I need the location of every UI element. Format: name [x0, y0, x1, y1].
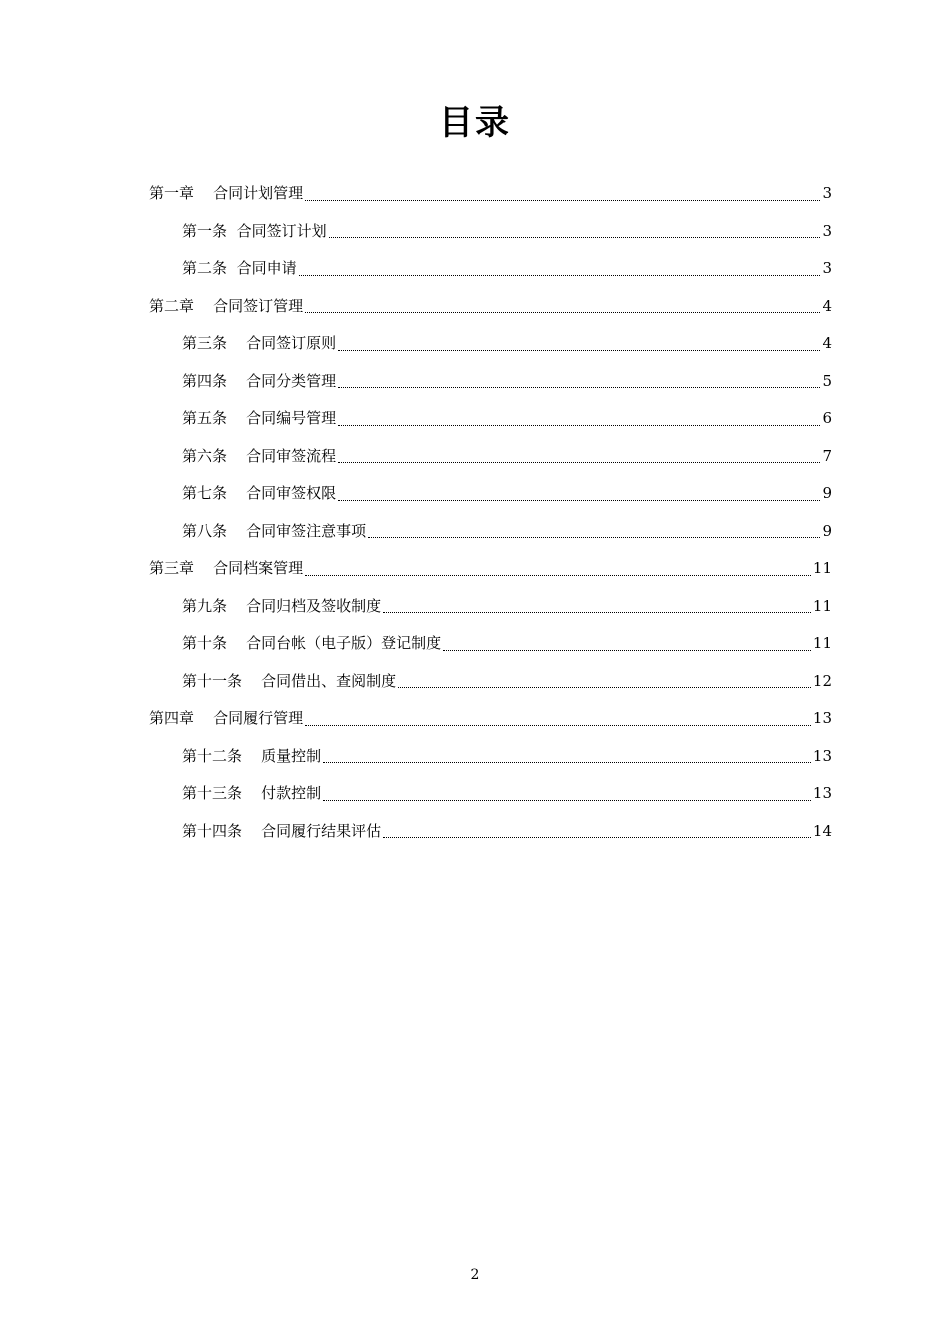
toc-entry-text: 合同审签注意事项 [246, 521, 367, 540]
toc-entry[interactable] [149, 625, 832, 663]
toc-entry-text: 合同编号管理 [246, 409, 337, 427]
toc-entry-page: 5 [822, 371, 832, 390]
toc-entry-page: 13 [812, 746, 832, 765]
toc-entry-label: 第七条 [182, 484, 228, 502]
toc-entry[interactable] [149, 775, 832, 813]
dot-leader [329, 236, 821, 238]
dot-leader [398, 686, 811, 688]
toc-entry[interactable] [149, 813, 832, 851]
toc-entry-label: 第十二条 [182, 746, 243, 765]
toc-entry[interactable] [149, 513, 832, 551]
toc-entry-page: 14 [812, 821, 832, 840]
dot-leader [338, 386, 820, 388]
toc-entry-page: 11 [812, 559, 832, 577]
table-of-contents [149, 175, 832, 850]
toc-entry-page: 9 [822, 484, 832, 502]
toc-entry-page: 11 [812, 596, 832, 615]
toc-entry-label: 第十一条 [182, 671, 243, 690]
dot-leader [323, 761, 811, 763]
toc-entry[interactable] [149, 175, 832, 213]
toc-entry-label: 第五条 [182, 409, 228, 427]
toc-entry[interactable] [149, 475, 832, 513]
toc-entry-page: 3 [822, 259, 832, 277]
toc-entry-text: 合同分类管理 [246, 371, 337, 390]
toc-entry[interactable] [149, 588, 832, 626]
dot-leader [305, 311, 820, 313]
toc-entry-text: 合同档案管理 [213, 559, 304, 577]
toc-entry-text: 合同台帐（电子版）登记制度 [246, 634, 442, 652]
toc-entry-label: 第四章 [149, 709, 195, 727]
toc-entry-label: 第八条 [182, 521, 228, 540]
toc-entry-page: 6 [822, 409, 832, 427]
toc-entry[interactable] [149, 288, 832, 326]
toc-entry-text: 合同签订原则 [246, 334, 337, 352]
toc-entry-label: 第三条 [182, 334, 228, 352]
toc-entry-label: 第二章 [149, 296, 195, 315]
toc-entry-label: 第十三条 [182, 784, 243, 802]
dot-leader [305, 199, 820, 201]
toc-entry-page: 4 [822, 296, 832, 315]
toc-entry[interactable] [149, 550, 832, 588]
page-number: 2 [470, 1267, 480, 1283]
dot-leader [299, 274, 821, 276]
toc-entry-page: 13 [812, 784, 832, 802]
toc-entry-text: 合同计划管理 [213, 184, 304, 202]
toc-entry-text: 合同归档及签收制度 [246, 596, 382, 615]
toc-title: 目录 [439, 103, 511, 143]
toc-entry-label: 第六条 [182, 446, 228, 465]
toc-entry-page: 4 [822, 334, 832, 352]
toc-entry-label: 第十四条 [182, 821, 243, 840]
toc-entry-label: 第一条 [182, 221, 228, 240]
toc-entry-page: 12 [812, 671, 832, 690]
dot-leader [338, 349, 820, 351]
toc-entry-page: 11 [812, 634, 832, 652]
toc-entry[interactable] [149, 663, 832, 701]
toc-entry-page: 7 [822, 446, 832, 465]
toc-entry-text: 付款控制 [261, 784, 322, 802]
dot-leader [338, 461, 820, 463]
toc-entry-page: 13 [812, 709, 832, 727]
dot-leader [368, 536, 820, 538]
dot-leader [323, 799, 811, 801]
toc-entry-page: 9 [822, 521, 832, 540]
toc-entry-page: 3 [822, 221, 832, 240]
toc-entry-text: 合同借出、查阅制度 [261, 671, 397, 690]
toc-entry-text: 合同申请 [236, 259, 297, 277]
dot-leader [443, 649, 811, 651]
toc-entry[interactable] [149, 213, 832, 251]
toc-entry-text: 质量控制 [261, 746, 322, 765]
toc-entry-label: 第十条 [182, 634, 228, 652]
toc-entry-label: 第一章 [149, 184, 195, 202]
toc-entry[interactable] [149, 400, 832, 438]
toc-entry-text: 合同签订管理 [213, 296, 304, 315]
dot-leader [338, 424, 820, 426]
toc-entry-label: 第二条 [182, 259, 228, 277]
toc-entry-text: 合同签订计划 [236, 221, 327, 240]
toc-entry-text: 合同审签权限 [246, 484, 337, 502]
toc-entry-text: 合同履行结果评估 [261, 821, 382, 840]
dot-leader [305, 574, 811, 576]
dot-leader [305, 724, 811, 726]
toc-entry[interactable] [149, 325, 832, 363]
toc-entry-text: 合同履行管理 [213, 709, 304, 727]
toc-entry-text: 合同审签流程 [246, 446, 337, 465]
toc-entry[interactable] [149, 363, 832, 401]
dot-leader [383, 836, 811, 838]
toc-entry[interactable] [149, 250, 832, 288]
dot-leader [383, 611, 811, 613]
toc-entry[interactable] [149, 700, 832, 738]
toc-entry[interactable] [149, 738, 832, 776]
toc-entry-label: 第四条 [182, 371, 228, 390]
dot-leader [338, 499, 820, 501]
toc-entry-label: 第九条 [182, 596, 228, 615]
toc-entry-page: 3 [822, 184, 832, 202]
toc-entry[interactable] [149, 438, 832, 476]
toc-entry-label: 第三章 [149, 559, 195, 577]
